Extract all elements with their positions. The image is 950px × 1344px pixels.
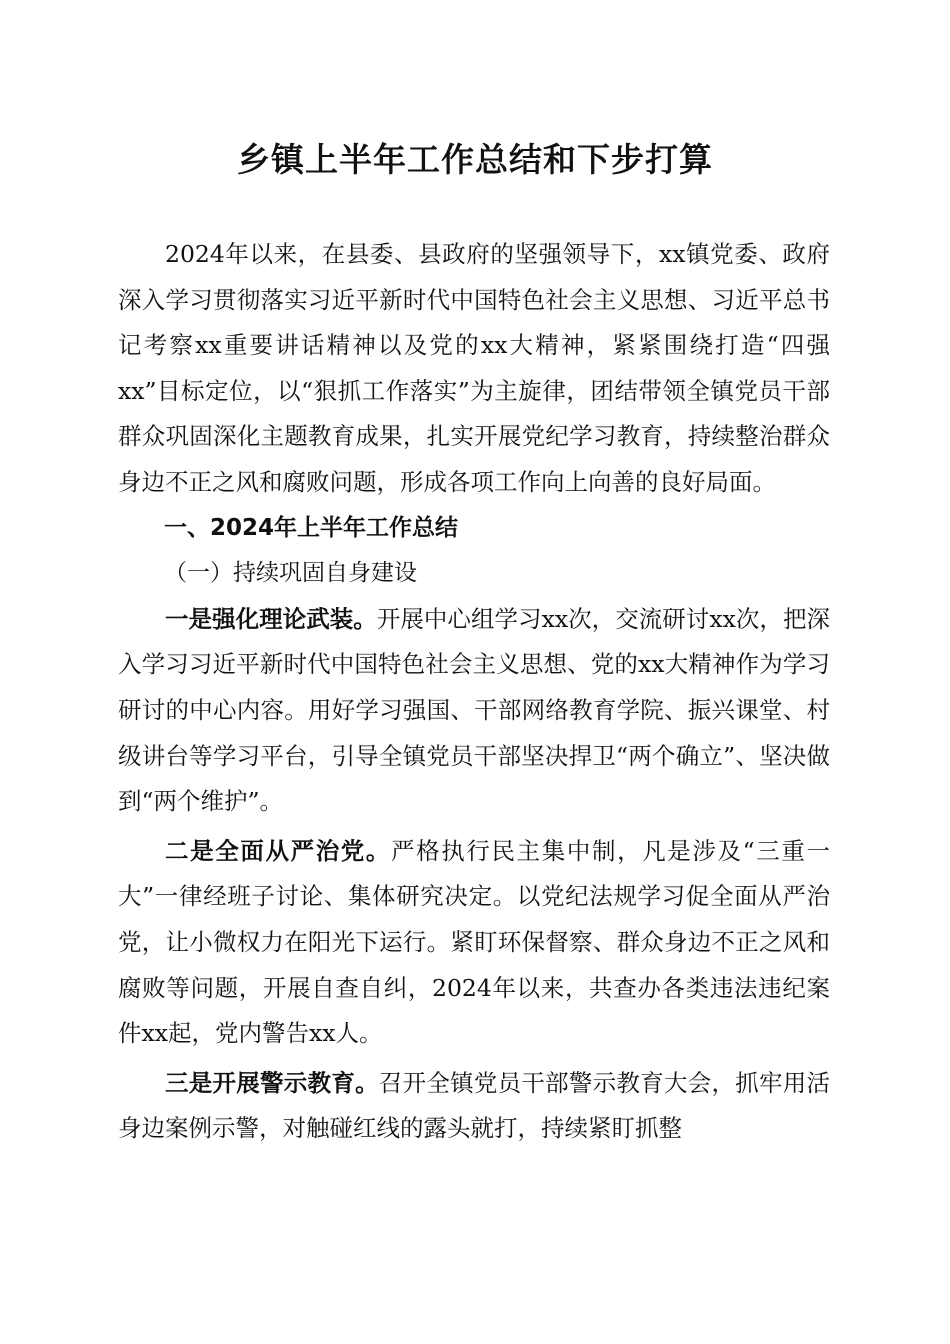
item-text-2: 严格执行民主集中制，凡是涉及“三重一大”一律经班子讨论、集体研究决定。以党纪法规学习促全面从严治党，让小微权力在阳光下运行。紧盯环保督察、群众身边不正之风和腐败等问题，开展自查自纠，2024年以来，共查办各类违法违纪案件xx起，党内警告xx人。 bbox=[118, 836, 831, 1048]
subsection-heading: （一）持续巩固自身建设 bbox=[164, 560, 417, 587]
section-heading: 一、2024年上半年工作总结 bbox=[164, 514, 459, 541]
item-text-1: 开展中心组学习xx次，交流研讨xx次，把深入学习习近平新时代中国特色社会主义思想、党的xx大精神作为学习研讨的中心内容。用好学习强国、干部网络教育学院、振兴课堂、村级讲台等学习平台，引导全镇党员干部坚决捍卫“两个确立”、坚决做到“两个维护”。 bbox=[118, 604, 830, 816]
document-body bbox=[118, 232, 830, 1152]
item-text-3: 召开全镇党员干部警示教育大会，抓牢用活身边案例示警，对触碰红线的露头就打，持续紧盯抓整 bbox=[118, 1068, 831, 1143]
intro-paragraph: 2024年以来，在县委、县政府的坚强领导下，xx镇党委、政府深入学习贯彻落实习近平新时代中国特色社会主义思想、习近平总书记考察xx重要讲话精神以及党的xx大精神，紧紧围绕打造“四强xx”目标定位，以“狠抓工作落实”为主旋律，团结带领全镇党员干部群众巩固深化主题教育成果，扎实开展党纪学习教育，持续整治群众身边不正之风和腐败问题，形成各项工作向上向善的良好局面。 bbox=[118, 240, 830, 496]
item-lead-3: 三是开展警示教育。 bbox=[165, 1068, 379, 1097]
item-lead-1: 一是强化理论武装。 bbox=[165, 604, 377, 633]
item-paragraph-2 bbox=[118, 829, 830, 1057]
item-paragraph-1 bbox=[118, 597, 830, 825]
item-lead-2: 二是全面从严治党。 bbox=[165, 836, 392, 865]
item-paragraph-3 bbox=[118, 1061, 830, 1152]
document-title: 乡镇上半年工作总结和下步打算 bbox=[237, 140, 713, 179]
